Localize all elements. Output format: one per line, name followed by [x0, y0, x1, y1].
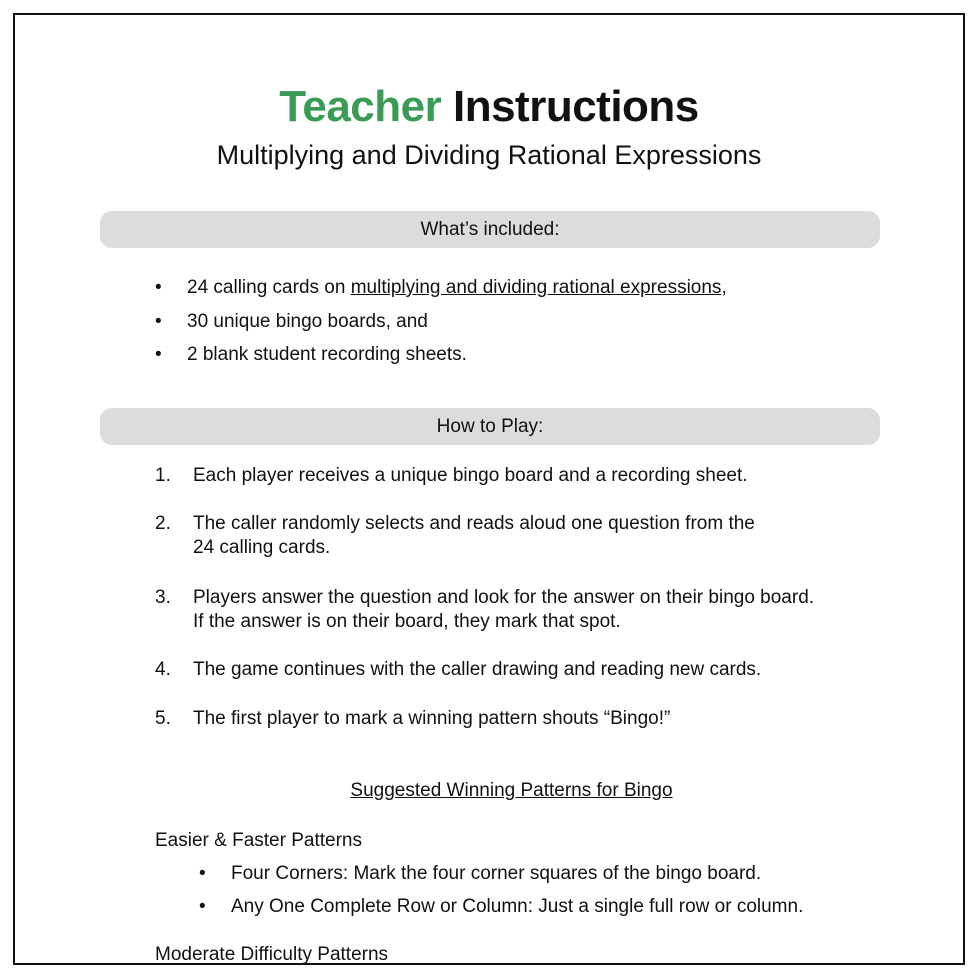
step-3-line-1: Players answer the question and look for the answer on their bingo board. — [193, 587, 815, 608]
step-number: 5. — [155, 708, 171, 729]
patterns-title: Suggested Winning Patterns for Bingo — [350, 780, 673, 801]
included-item-3-text: 2 blank student recording sheets. — [187, 344, 467, 365]
step-number: 1. — [155, 465, 171, 486]
step-number: 4. — [155, 659, 171, 680]
document-page — [13, 13, 965, 965]
page-subtitle: Multiplying and Dividing Rational Expressions — [216, 140, 762, 170]
how-to-play-heading: How to Play: — [436, 416, 544, 437]
included-item-2-text: 30 unique bingo boards, and — [187, 311, 428, 332]
title-rest: Instructions — [452, 82, 699, 131]
step-1-line-1: Each player receives a unique bingo board and a recording sheet. — [193, 465, 748, 486]
easier-pattern-1-text: Four Corners: Mark the four corner squares of the bingo board. — [231, 863, 762, 884]
easier-patterns-title: Easier & Faster Patterns — [155, 830, 362, 851]
step-5-line-1: The first player to mark a winning pattern shouts “Bingo!” — [193, 708, 671, 729]
included-item-1-post: , — [721, 277, 727, 298]
step-2-line-2: 24 calling cards. — [193, 537, 331, 558]
bullet-icon: • — [155, 277, 162, 298]
step-number: 2. — [155, 513, 171, 534]
page-title — [15, 81, 963, 133]
title-accent: Teacher — [279, 82, 442, 131]
step-2-line-1: The caller randomly selects and reads aloud one question from the — [193, 513, 755, 534]
bullet-icon: • — [199, 896, 206, 917]
step-3-line-2: If the answer is on their board, they mark that spot. — [193, 611, 621, 632]
included-heading-bar — [100, 211, 880, 248]
easier-pattern-2-text: Any One Complete Row or Column: Just a single full row or column. — [231, 896, 804, 917]
bullet-icon: • — [199, 863, 206, 884]
step-4-line-1: The game continues with the caller drawing and reading new cards. — [193, 659, 762, 680]
included-item-1-text: 24 calling cards on — [187, 277, 351, 298]
patterns-heading — [15, 779, 963, 803]
how-to-play-heading-bar — [100, 408, 880, 445]
included-heading: What’s included: — [420, 219, 560, 240]
topic-link[interactable]: multiplying and dividing rational expressions — [350, 277, 722, 298]
bullet-icon: • — [155, 344, 162, 365]
moderate-patterns-title: Moderate Difficulty Patterns — [155, 944, 389, 965]
step-number: 3. — [155, 587, 171, 608]
bullet-icon: • — [155, 311, 162, 332]
